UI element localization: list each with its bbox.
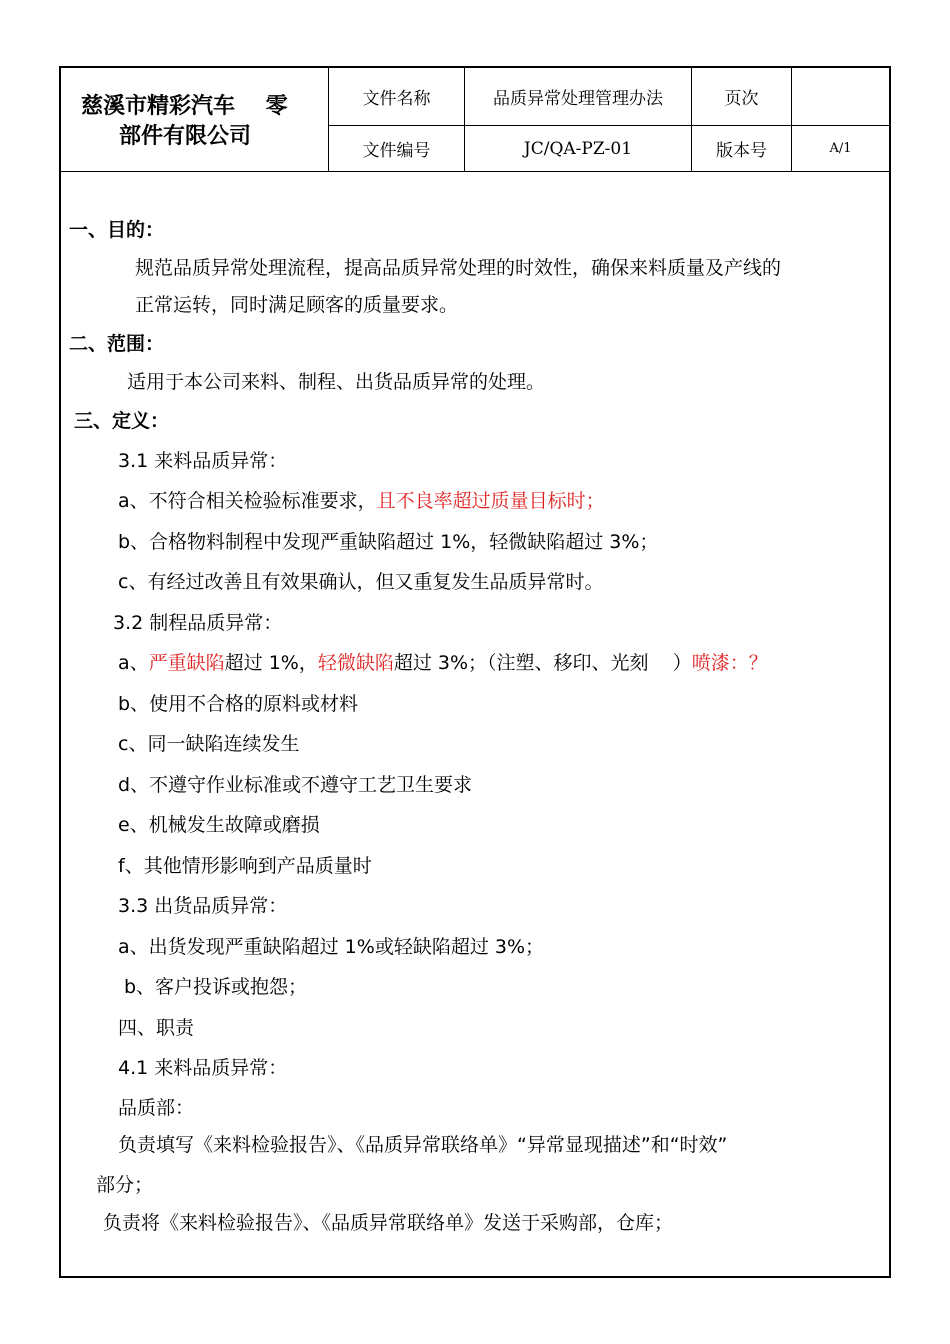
subsection-title: 3.2 制程品质异常： bbox=[113, 612, 283, 634]
version-value: A/1 bbox=[829, 141, 852, 156]
list-item: a、出货发现严重缺陷超过 1%或轻缺陷超过 3%； bbox=[118, 936, 545, 958]
list-item: e、机械发生故障或磨损 bbox=[118, 814, 320, 836]
doc-no-value: JC/QA-PZ-01 bbox=[523, 138, 633, 159]
list-item: d、不遵守作业标准或不遵守工艺卫生要求 bbox=[118, 774, 473, 796]
company-name-line1: 慈溪市精彩汽车 零 bbox=[81, 94, 288, 119]
list-item bbox=[118, 488, 605, 514]
text: a、不符合相关检验标准要求， bbox=[118, 490, 377, 512]
text: 超过 3%；（注塑、移印、光刻 ） bbox=[393, 652, 692, 674]
company-name-line2: 部件有限公司 bbox=[119, 124, 252, 149]
doc-name-value: 品质异常处理管理办法 bbox=[493, 89, 663, 109]
paragraph: 负责将《来料检验报告》、《品质异常联络单》发送于采购部，仓库； bbox=[103, 1212, 674, 1234]
section-title-purpose: 一、目的： bbox=[69, 219, 165, 241]
text: a、 bbox=[118, 652, 149, 674]
text: 超过 1%， bbox=[224, 652, 318, 674]
list-item: b、合格物料制程中发现严重缺陷超过 1%，轻微缺陷超过 3%； bbox=[118, 531, 659, 553]
paragraph: 适用于本公司来料、制程、出货品质异常的处理。 bbox=[127, 371, 546, 393]
section-title-scope: 二、范围： bbox=[69, 333, 165, 355]
highlighted-text: 严重缺陷 bbox=[148, 652, 225, 674]
highlighted-text: 且不良率超过质量目标时； bbox=[376, 490, 605, 512]
section-title-responsibility: 四、职责 bbox=[118, 1017, 195, 1039]
list-item bbox=[118, 650, 768, 676]
section-title-definition: 三、定义： bbox=[74, 410, 170, 432]
subsection-title: 4.1 来料品质异常： bbox=[118, 1057, 288, 1079]
paragraph: 正常运转，同时满足顾客的质量要求。 bbox=[135, 294, 459, 316]
highlighted-text: 喷漆：？ bbox=[691, 652, 768, 674]
department-label: 品质部： bbox=[118, 1097, 195, 1119]
version-label: 版本号 bbox=[716, 141, 767, 161]
paragraph: 规范品质异常处理流程，提高品质异常处理的时效性，确保来料质量及产线的 bbox=[135, 257, 782, 279]
list-item: b、客户投诉或抱怨； bbox=[124, 976, 308, 998]
doc-no-label: 文件编号 bbox=[362, 141, 431, 161]
page-label: 页次 bbox=[724, 89, 759, 109]
list-item: c、同一缺陷连续发生 bbox=[118, 733, 300, 755]
subsection-title: 3.3 出货品质异常： bbox=[118, 895, 288, 917]
doc-name-label: 文件名称 bbox=[362, 89, 431, 109]
list-item: f、其他情形影响到产品质量时 bbox=[118, 855, 372, 877]
paragraph: 负责填写《来料检验报告》、《品质异常联络单》“异常显现描述”和“时效” bbox=[118, 1134, 728, 1156]
list-item: c、有经过改善且有效果确认，但又重复发生品质异常时。 bbox=[118, 571, 604, 593]
list-item: b、使用不合格的原料或材料 bbox=[118, 693, 359, 715]
highlighted-text: 轻微缺陷 bbox=[317, 652, 394, 674]
paragraph: 部分； bbox=[96, 1174, 154, 1196]
subsection-title: 3.1 来料品质异常： bbox=[118, 450, 288, 472]
